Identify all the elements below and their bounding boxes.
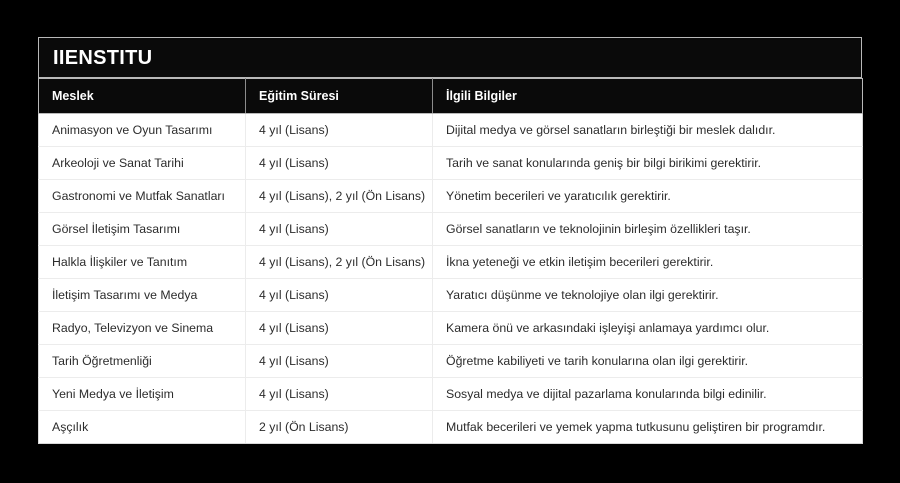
table-row[interactable]	[39, 213, 863, 246]
column-header-ilgili-bilgiler[interactable]: İlgili Bilgiler	[433, 79, 863, 114]
table-row[interactable]	[39, 279, 863, 312]
cell-ilgili-bilgiler: Sosyal medya ve dijital pazarlama konularında bilgi edinilir.	[433, 378, 863, 411]
cell-egitim-suresi: 4 yıl (Lisans), 2 yıl (Ön Lisans)	[246, 246, 433, 279]
column-header-egitim-suresi[interactable]: Eğitim Süresi	[246, 79, 433, 114]
cell-ilgili-bilgiler: Tarih ve sanat konularında geniş bir bilgi birikimi gerektirir.	[433, 147, 863, 180]
cell-egitim-suresi: 4 yıl (Lisans)	[246, 147, 433, 180]
column-header-meslek[interactable]: Meslek	[39, 79, 246, 114]
cell-egitim-suresi: 4 yıl (Lisans)	[246, 114, 433, 147]
cell-ilgili-bilgiler: İkna yeteneği ve etkin iletişim becerileri gerektirir.	[433, 246, 863, 279]
cell-ilgili-bilgiler: Mutfak becerileri ve yemek yapma tutkusunu geliştiren bir programdır.	[433, 411, 863, 444]
table-row[interactable]	[39, 180, 863, 213]
table-row[interactable]	[39, 345, 863, 378]
table-row[interactable]	[39, 246, 863, 279]
cell-meslek: Gastronomi ve Mutfak Sanatları	[39, 180, 246, 213]
cell-meslek: Aşçılık	[39, 411, 246, 444]
cell-ilgili-bilgiler: Yaratıcı düşünme ve teknolojiye olan ilgi gerektirir.	[433, 279, 863, 312]
cell-meslek: İletişim Tasarımı ve Medya	[39, 279, 246, 312]
table-row[interactable]	[39, 411, 863, 444]
table-row[interactable]	[39, 114, 863, 147]
cell-meslek: Görsel İletişim Tasarımı	[39, 213, 246, 246]
cell-ilgili-bilgiler: Yönetim becerileri ve yaratıcılık gerektirir.	[433, 180, 863, 213]
cell-meslek: Tarih Öğretmenliği	[39, 345, 246, 378]
brand-title: IIENSTITU	[53, 46, 153, 69]
cell-ilgili-bilgiler: Öğretme kabiliyeti ve tarih konularına olan ilgi gerektirir.	[433, 345, 863, 378]
table-body	[39, 114, 863, 444]
table-header-row	[39, 79, 863, 114]
cell-meslek: Animasyon ve Oyun Tasarımı	[39, 114, 246, 147]
cell-egitim-suresi: 4 yıl (Lisans)	[246, 279, 433, 312]
cell-meslek: Radyo, Televizyon ve Sinema	[39, 312, 246, 345]
table-row[interactable]	[39, 147, 863, 180]
cell-ilgili-bilgiler: Dijital medya ve görsel sanatların birleştiği bir meslek dalıdır.	[433, 114, 863, 147]
cell-egitim-suresi: 4 yıl (Lisans)	[246, 213, 433, 246]
cell-egitim-suresi: 4 yıl (Lisans)	[246, 312, 433, 345]
table-row[interactable]	[39, 312, 863, 345]
cell-ilgili-bilgiler: Kamera önü ve arkasındaki işleyişi anlamaya yardımcı olur.	[433, 312, 863, 345]
table-header	[39, 79, 863, 114]
cell-meslek: Halkla İlişkiler ve Tanıtım	[39, 246, 246, 279]
profession-table	[38, 78, 863, 444]
cell-egitim-suresi: 4 yıl (Lisans)	[246, 345, 433, 378]
cell-meslek: Yeni Medya ve İletişim	[39, 378, 246, 411]
cell-egitim-suresi: 2 yıl (Ön Lisans)	[246, 411, 433, 444]
brand-title-bar	[38, 37, 862, 78]
cell-egitim-suresi: 4 yıl (Lisans), 2 yıl (Ön Lisans)	[246, 180, 433, 213]
table-row[interactable]	[39, 378, 863, 411]
profession-table-card	[38, 37, 862, 444]
cell-ilgili-bilgiler: Görsel sanatların ve teknolojinin birleşim özellikleri taşır.	[433, 213, 863, 246]
cell-meslek: Arkeoloji ve Sanat Tarihi	[39, 147, 246, 180]
cell-egitim-suresi: 4 yıl (Lisans)	[246, 378, 433, 411]
